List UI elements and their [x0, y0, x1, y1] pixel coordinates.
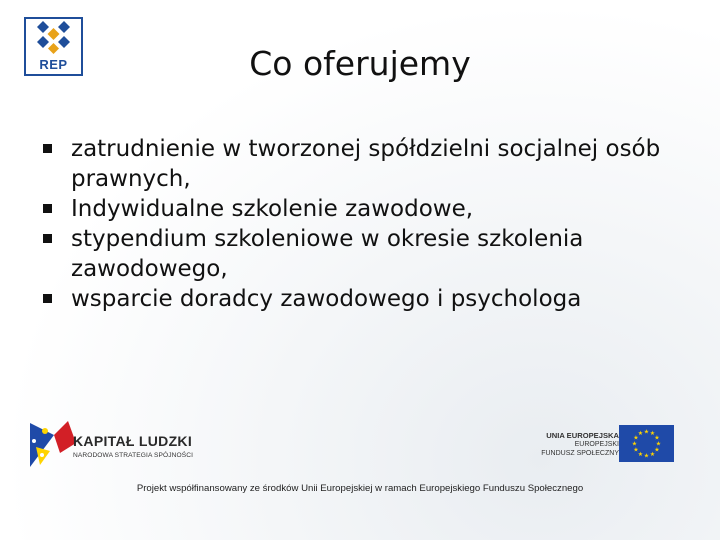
bullet-square-icon	[43, 204, 52, 213]
svg-text:★: ★	[631, 440, 638, 448]
bullet-text: zatrudnienie w tworzonej spółdzielni socjalnej osób prawnych,	[71, 136, 661, 192]
bullet-item	[42, 284, 682, 314]
bullet-text: Indywidualne szkolenie zawodowe,	[71, 196, 474, 222]
bullet-list	[42, 134, 682, 314]
bullet-item	[42, 194, 682, 224]
slide-title: Co oferujemy	[249, 44, 471, 83]
eu-label-line1: UNIA EUROPEJSKA	[546, 431, 619, 440]
svg-text:★: ★	[654, 446, 660, 454]
bullet-text: wsparcie doradcy zawodowego i psychologa	[71, 286, 582, 312]
eu-label-line2: EUROPEJSKI	[574, 441, 619, 448]
svg-text:★: ★	[633, 446, 639, 454]
svg-text:★: ★	[633, 434, 639, 442]
svg-text:★: ★	[643, 452, 650, 460]
svg-text:★: ★	[655, 440, 662, 448]
eu-flag-icon	[619, 425, 674, 462]
bullet-square-icon	[43, 294, 52, 303]
svg-text:★: ★	[637, 451, 644, 458]
eu-label-line3: FUNDUSZ SPOŁECZNY	[541, 450, 619, 457]
svg-text:★: ★	[643, 428, 650, 436]
bullet-square-icon	[43, 144, 52, 153]
kapital-ludzki-icon	[24, 413, 80, 473]
svg-text:★: ★	[654, 434, 660, 442]
bullet-square-icon	[43, 234, 52, 243]
kapital-ludzki-title: KAPITAŁ LUDZKI	[73, 433, 193, 449]
bullet-item	[42, 134, 682, 194]
bullet-item	[42, 224, 682, 284]
rep-logo-text: REP	[39, 57, 68, 72]
footer-text: Projekt współfinansowany ze środków Unii Europejskiej w ramach Europejskiego Funduszu Społecznego	[136, 483, 584, 494]
svg-text:★: ★	[649, 430, 656, 437]
bullet-text: stypendium szkoleniowe w okresie szkolenia zawodowego,	[71, 226, 584, 282]
eu-label	[541, 431, 619, 458]
svg-text:★: ★	[649, 451, 656, 458]
kapital-ludzki-subtitle: NARODOWA STRATEGIA SPÓJNOŚCI	[73, 452, 194, 459]
svg-text:★: ★	[637, 430, 644, 437]
